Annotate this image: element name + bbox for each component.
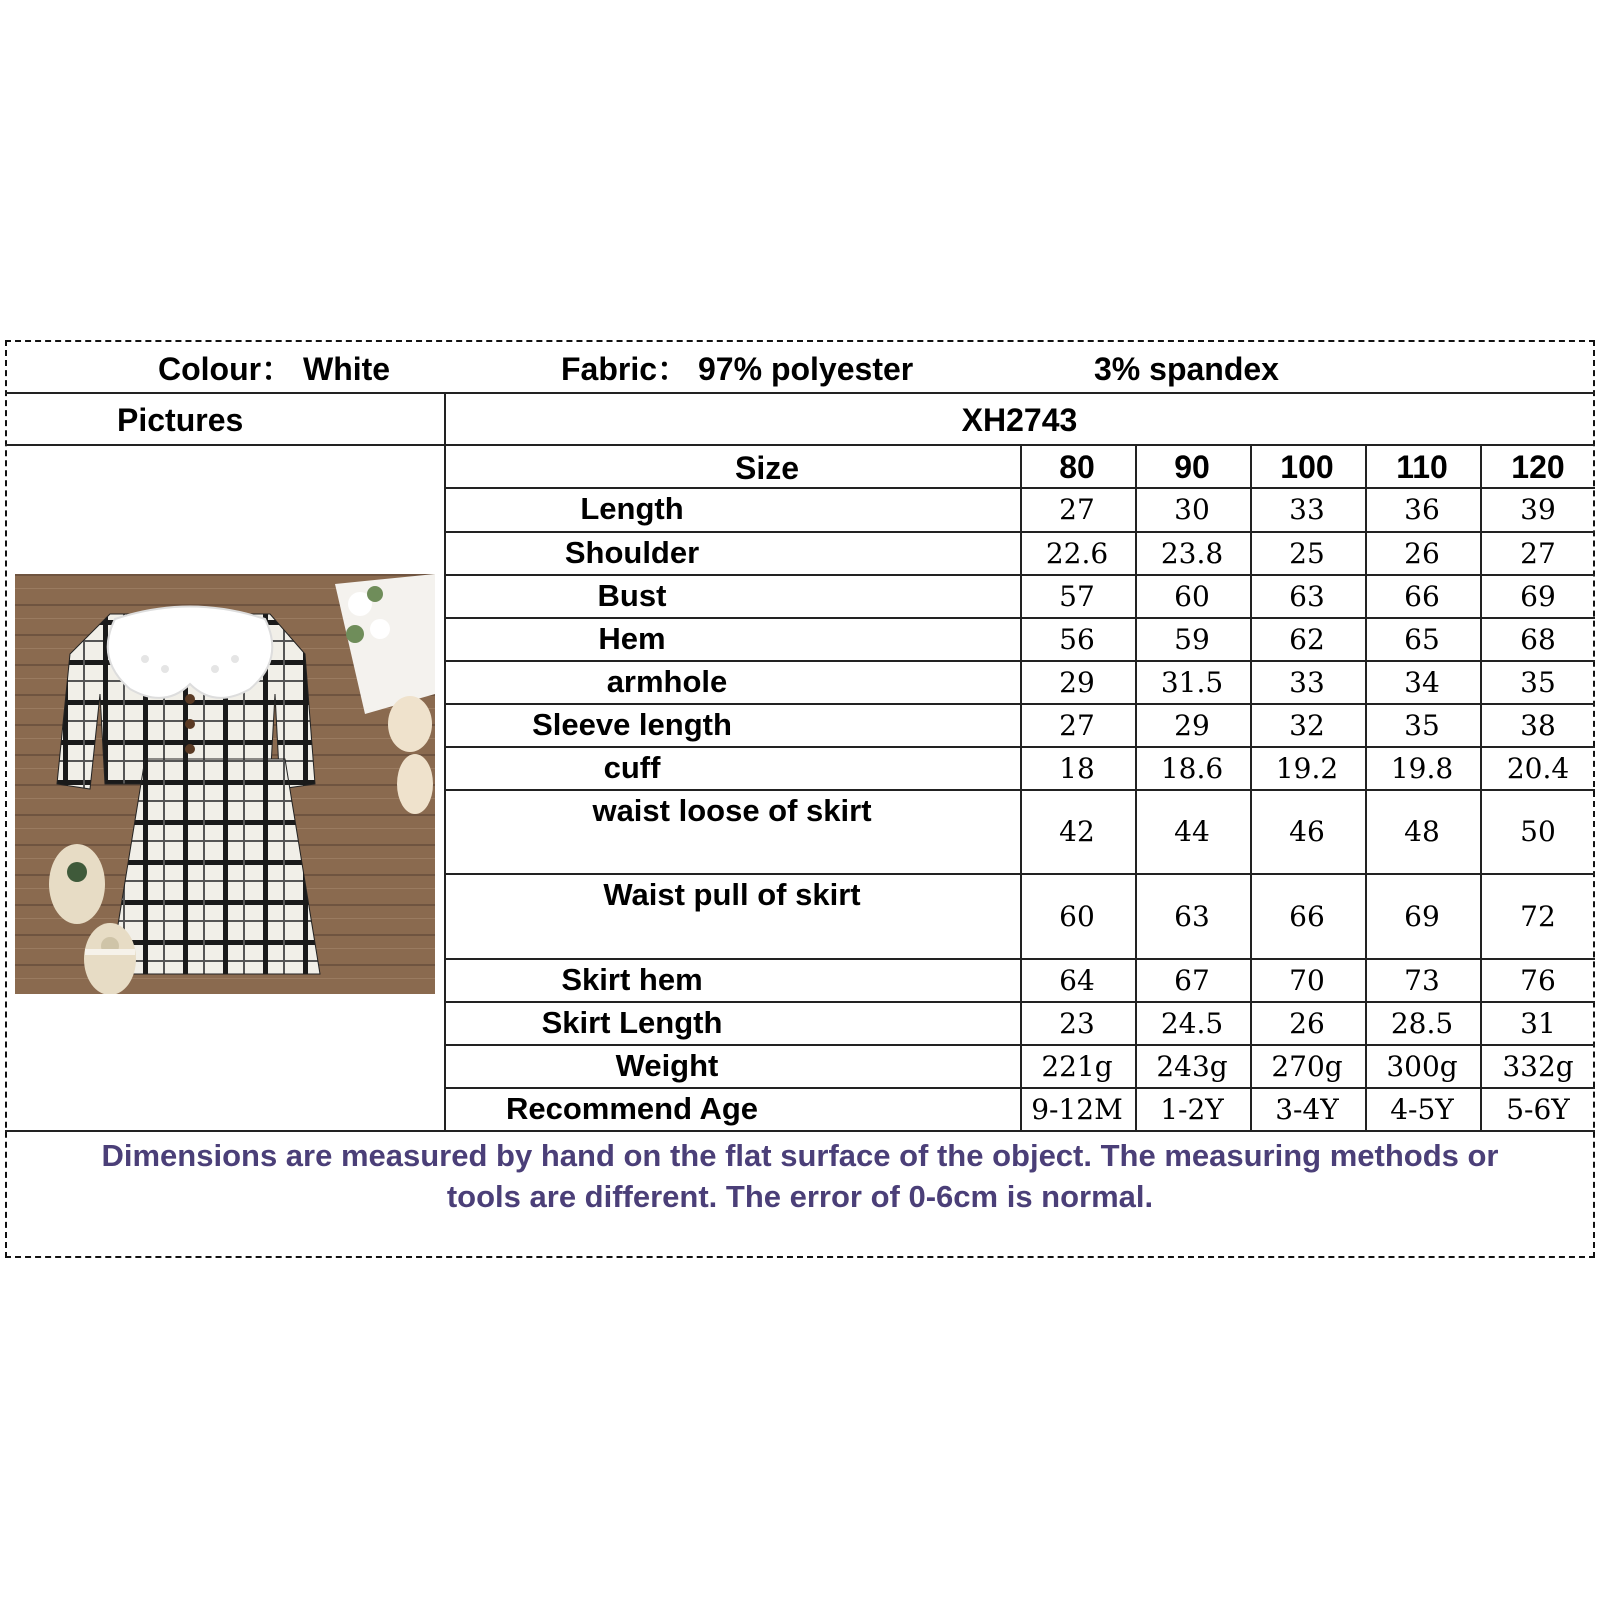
table-cell: 62	[1289, 622, 1325, 656]
row-label: waist loose of skirt	[592, 793, 872, 828]
grid-line	[5, 1130, 1595, 1132]
table-cell: 22.6	[1045, 536, 1109, 570]
table-cell: 42	[1059, 815, 1095, 848]
table-cell: 23.8	[1160, 536, 1224, 570]
table-cell: 27	[1520, 536, 1556, 570]
table-cell: 32	[1289, 708, 1325, 742]
table-cell: 243g	[1156, 1049, 1228, 1083]
table-cell: 300g	[1386, 1049, 1458, 1083]
table-cell: 69	[1404, 899, 1440, 933]
table-cell: 35	[1520, 665, 1556, 699]
measurement-note-line1: Dimensions are measured by hand on the flat surface of the object. The measuring methods or	[101, 1138, 1499, 1173]
table-cell: 9-12M	[1031, 1092, 1123, 1126]
table-cell: 33	[1289, 665, 1325, 699]
row-label: Bust	[597, 578, 667, 613]
table-cell: 63	[1289, 579, 1325, 613]
row-label: Sleeve length	[532, 707, 732, 742]
table-cell: 18	[1059, 751, 1095, 785]
table-cell: 63	[1174, 899, 1210, 933]
table-cell: 31.5	[1160, 665, 1224, 699]
table-cell: 56	[1059, 622, 1095, 656]
table-cell: 19.8	[1390, 751, 1454, 785]
table-cell: 68	[1520, 622, 1556, 656]
table-cell: 24.5	[1160, 1006, 1224, 1040]
size-header: 80	[1059, 449, 1095, 485]
table-cell: 26	[1289, 1006, 1325, 1040]
table-cell: 57	[1059, 579, 1095, 613]
table-cell: 27	[1059, 708, 1095, 742]
table-cell: 38	[1520, 708, 1556, 742]
row-label: armhole	[606, 664, 728, 699]
table-cell: 270g	[1271, 1049, 1343, 1083]
table-cell: 67	[1174, 963, 1210, 997]
table-cell: 23	[1059, 1006, 1095, 1040]
table-cell: 72	[1520, 899, 1556, 933]
row-label: Weight	[615, 1048, 719, 1083]
table-cell: 76	[1520, 963, 1556, 997]
table-cell: 4-5Y	[1390, 1092, 1454, 1126]
table-cell: 69	[1520, 579, 1556, 613]
table-cell: 39	[1520, 493, 1556, 526]
colour-label: Colour：	[158, 351, 294, 387]
table-cell: 221g	[1041, 1049, 1113, 1083]
table-cell: 20.4	[1506, 751, 1570, 785]
table-cell: 18.6	[1160, 751, 1224, 785]
row-label: Skirt hem	[561, 962, 703, 997]
colour-value: White	[303, 351, 391, 387]
table-cell: 30	[1174, 493, 1210, 526]
table-cell: 73	[1404, 963, 1440, 997]
table-cell: 35	[1404, 708, 1440, 742]
table-cell: 36	[1404, 493, 1440, 526]
model-code: XH2743	[961, 402, 1078, 438]
row-label: Skirt Length	[541, 1005, 723, 1040]
table-cell: 60	[1059, 899, 1095, 933]
table-cell: 29	[1174, 708, 1210, 742]
table-cell: 65	[1404, 622, 1440, 656]
table-cell: 44	[1174, 815, 1210, 848]
fabric-value-spandex: 3% spandex	[1094, 351, 1279, 387]
table-cell: 19.2	[1275, 751, 1339, 785]
table-cell: 5-6Y	[1506, 1092, 1570, 1126]
pictures-label: Pictures	[117, 402, 244, 438]
grid-line	[5, 444, 1595, 446]
table-cell: 26	[1404, 536, 1440, 570]
table-cell: 28.5	[1390, 1006, 1454, 1040]
table-cell: 46	[1289, 815, 1325, 848]
grid-line	[5, 392, 1595, 394]
row-label: Recommend Age	[505, 1091, 759, 1126]
table-cell: 332g	[1502, 1049, 1574, 1083]
row-label: Length	[580, 491, 684, 526]
table-cell: 25	[1289, 536, 1325, 570]
size-header: 100	[1280, 449, 1334, 485]
table-cell: 66	[1289, 899, 1325, 933]
table-cell: 33	[1289, 493, 1325, 526]
size-header: 90	[1174, 449, 1210, 485]
table-cell: 3-4Y	[1275, 1092, 1339, 1126]
fabric-value: 97% polyester	[698, 351, 914, 387]
row-label: Hem	[598, 621, 666, 656]
size-label: Size	[734, 450, 800, 486]
size-header: 120	[1511, 449, 1565, 485]
row-label: Shoulder	[564, 535, 700, 570]
measurement-note-line2: tools are different. The error of 0-6cm is normal.	[446, 1179, 1154, 1214]
table-cell: 1-2Y	[1160, 1092, 1224, 1126]
table-cell: 48	[1404, 815, 1440, 848]
table-cell: 27	[1059, 493, 1095, 526]
fabric-label: Fabric：	[561, 351, 690, 387]
table-cell: 70	[1289, 963, 1325, 997]
table-cell: 66	[1404, 579, 1440, 613]
table-cell: 59	[1174, 622, 1210, 656]
size-header: 110	[1396, 449, 1448, 485]
table-cell: 64	[1059, 963, 1095, 997]
table-cell: 31	[1520, 1006, 1556, 1040]
product-photo	[15, 574, 435, 994]
row-label: Waist pull of skirt	[603, 877, 861, 912]
table-cell: 50	[1520, 815, 1556, 848]
row-label: cuff	[603, 750, 661, 785]
table-cell: 60	[1174, 579, 1210, 613]
table-cell: 29	[1059, 665, 1095, 699]
table-cell: 34	[1404, 665, 1440, 699]
